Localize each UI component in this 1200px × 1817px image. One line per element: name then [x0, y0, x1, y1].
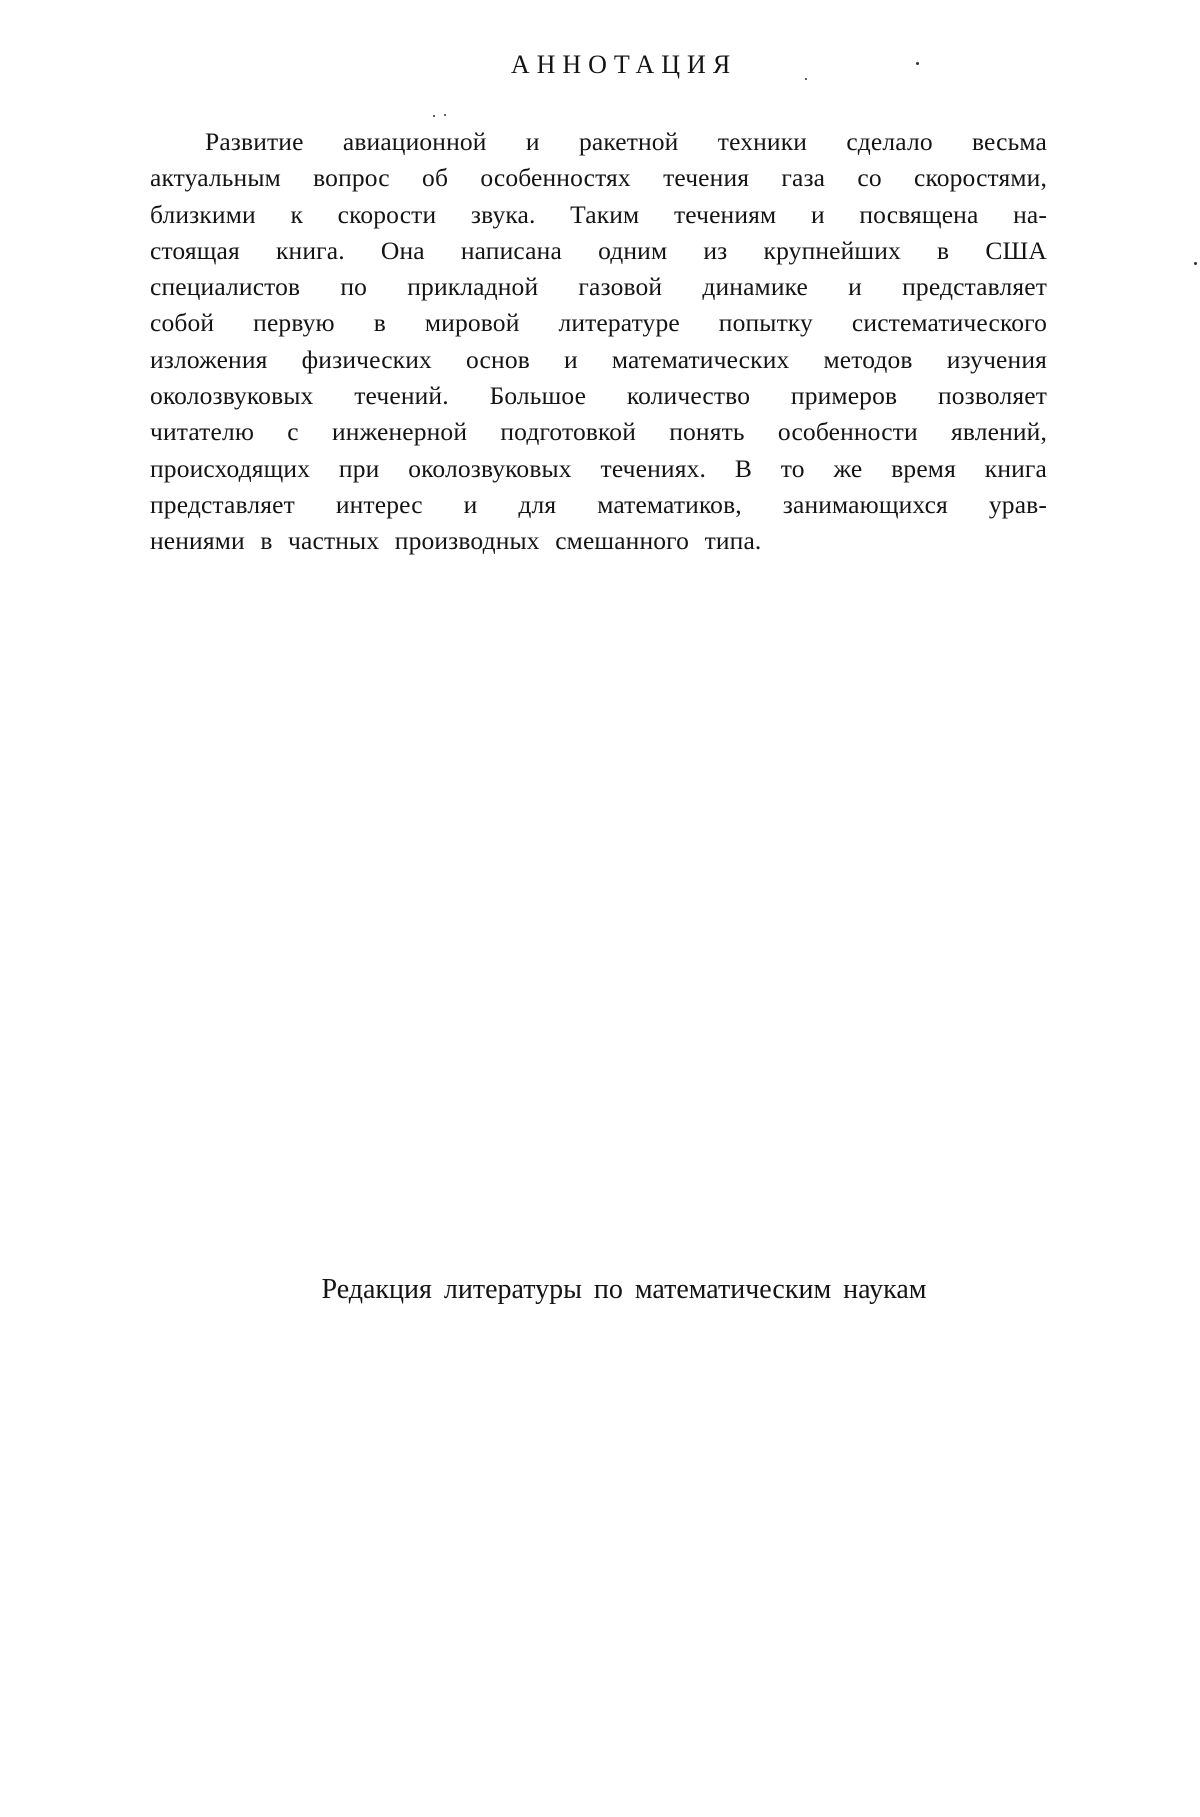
- annotation-heading: АННОТАЦИЯ: [510, 50, 738, 79]
- editorial-imprint: Редакция литературы по математическим наукам: [321, 1274, 927, 1305]
- paragraph-line: нениями в частных производных смешанного типа.: [150, 526, 762, 556]
- paragraph-line: актуальным вопрос об особенностях течения газа со скоростями,: [150, 163, 1047, 193]
- paragraph-line: собой первую в мировой литературе попытку систематического: [150, 308, 1047, 338]
- paragraph-line: читателю с инженерной подготовкой понять особенности явлений,: [150, 417, 1047, 447]
- scan-speck: [916, 62, 919, 65]
- scan-speck: [1194, 262, 1197, 265]
- annotation-paragraph: [150, 124, 1047, 560]
- paragraph-line: близкими к скорости звука. Таким течениям и посвящена на-: [150, 199, 1047, 229]
- paragraph-line: околозвуковых течений. Большое количество примеров позволяет: [150, 381, 1047, 411]
- paragraph-line: изложения физических основ и математических методов изучения: [150, 344, 1047, 374]
- paragraph-line: стоящая книга. Она написана одним из крупнейших в США: [150, 235, 1047, 265]
- paragraph-line: происходящих при околозвуковых течениях. В то же время книга: [150, 453, 1047, 483]
- paragraph-line: специалистов по прикладной газовой динамике и представляет: [150, 272, 1047, 302]
- paragraph-line: Развитие авиационной и ракетной техники сделало весьма: [205, 127, 1047, 156]
- paragraph-line: представляет интерес и для математиков, занимающихся урав-: [150, 489, 1047, 519]
- scan-speck: [805, 78, 807, 80]
- scan-speck: [433, 115, 435, 117]
- scan-speck: [444, 114, 446, 116]
